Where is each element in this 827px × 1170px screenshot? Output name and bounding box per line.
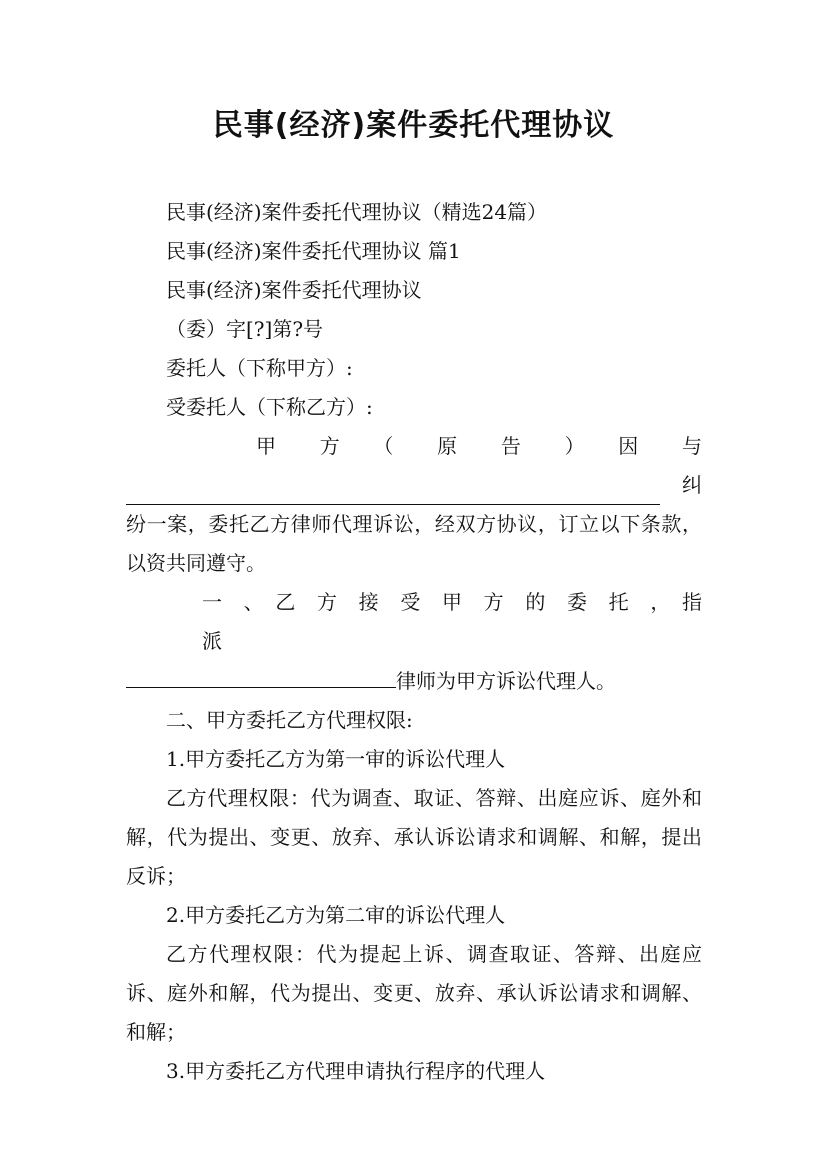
- paragraph-case-continuation: 纷一案，委托乙方律师代理诉讼，经双方协议，订立以下条款，以资共同遵守。: [126, 512, 702, 575]
- document-body: [126, 193, 722, 1091]
- paragraph-execution-agent: 3.甲方委托乙方代理申请执行程序的代理人: [166, 1059, 546, 1083]
- lawyer-blank-row: [126, 661, 702, 701]
- case-blank-row: [126, 466, 702, 505]
- paragraph-document-number: （委）字[?]第?号: [166, 317, 324, 341]
- lawyer-blank-suffix: 律师为甲方诉讼代理人。: [396, 669, 616, 693]
- paragraph-principal: 委托人（下称甲方）:: [166, 356, 353, 380]
- paragraph-clause-two: 二、甲方委托乙方代理权限:: [166, 708, 413, 732]
- paragraph-second-instance-powers: 乙方代理权限：代为提起上诉、调查取证、答辩、出庭应诉、庭外和解，代为提出、变更、放弃、承认诉讼请求和调解、和解；: [126, 942, 702, 1044]
- document-title: 民事(经济)案件委托代理协议: [212, 108, 615, 143]
- paragraph-first-instance: 1.甲方委托乙方为第一审的诉讼代理人: [166, 747, 506, 771]
- paragraph-agent: 受委托人（下称乙方）:: [166, 395, 373, 419]
- paragraph-agreement-name: 民事(经济)案件委托代理协议: [166, 278, 422, 302]
- case-blank-suffix: 纠: [682, 473, 702, 497]
- paragraph-case-intro: 甲 方 （ 原 告 ） 因 与: [256, 434, 702, 458]
- paragraph-clause-one: 一 、 乙 方 接 受 甲 方 的 委 托 ， 指 派: [202, 590, 722, 653]
- case-party-blank: [126, 478, 660, 505]
- paragraph-subtitle: 民事(经济)案件委托代理协议（精选24篇）: [166, 200, 548, 224]
- lawyer-name-blank: [126, 661, 396, 688]
- paragraph-first-instance-powers: 乙方代理权限：代为调查、取证、答辩、出庭应诉、庭外和解，代为提出、变更、放弃、承认诉讼请求和调解、和解，提出反诉；: [126, 786, 702, 888]
- paragraph-section-heading: 民事(经济)案件委托代理协议 篇1: [166, 239, 461, 263]
- paragraph-second-instance: 2.甲方委托乙方为第二审的诉讼代理人: [166, 903, 506, 927]
